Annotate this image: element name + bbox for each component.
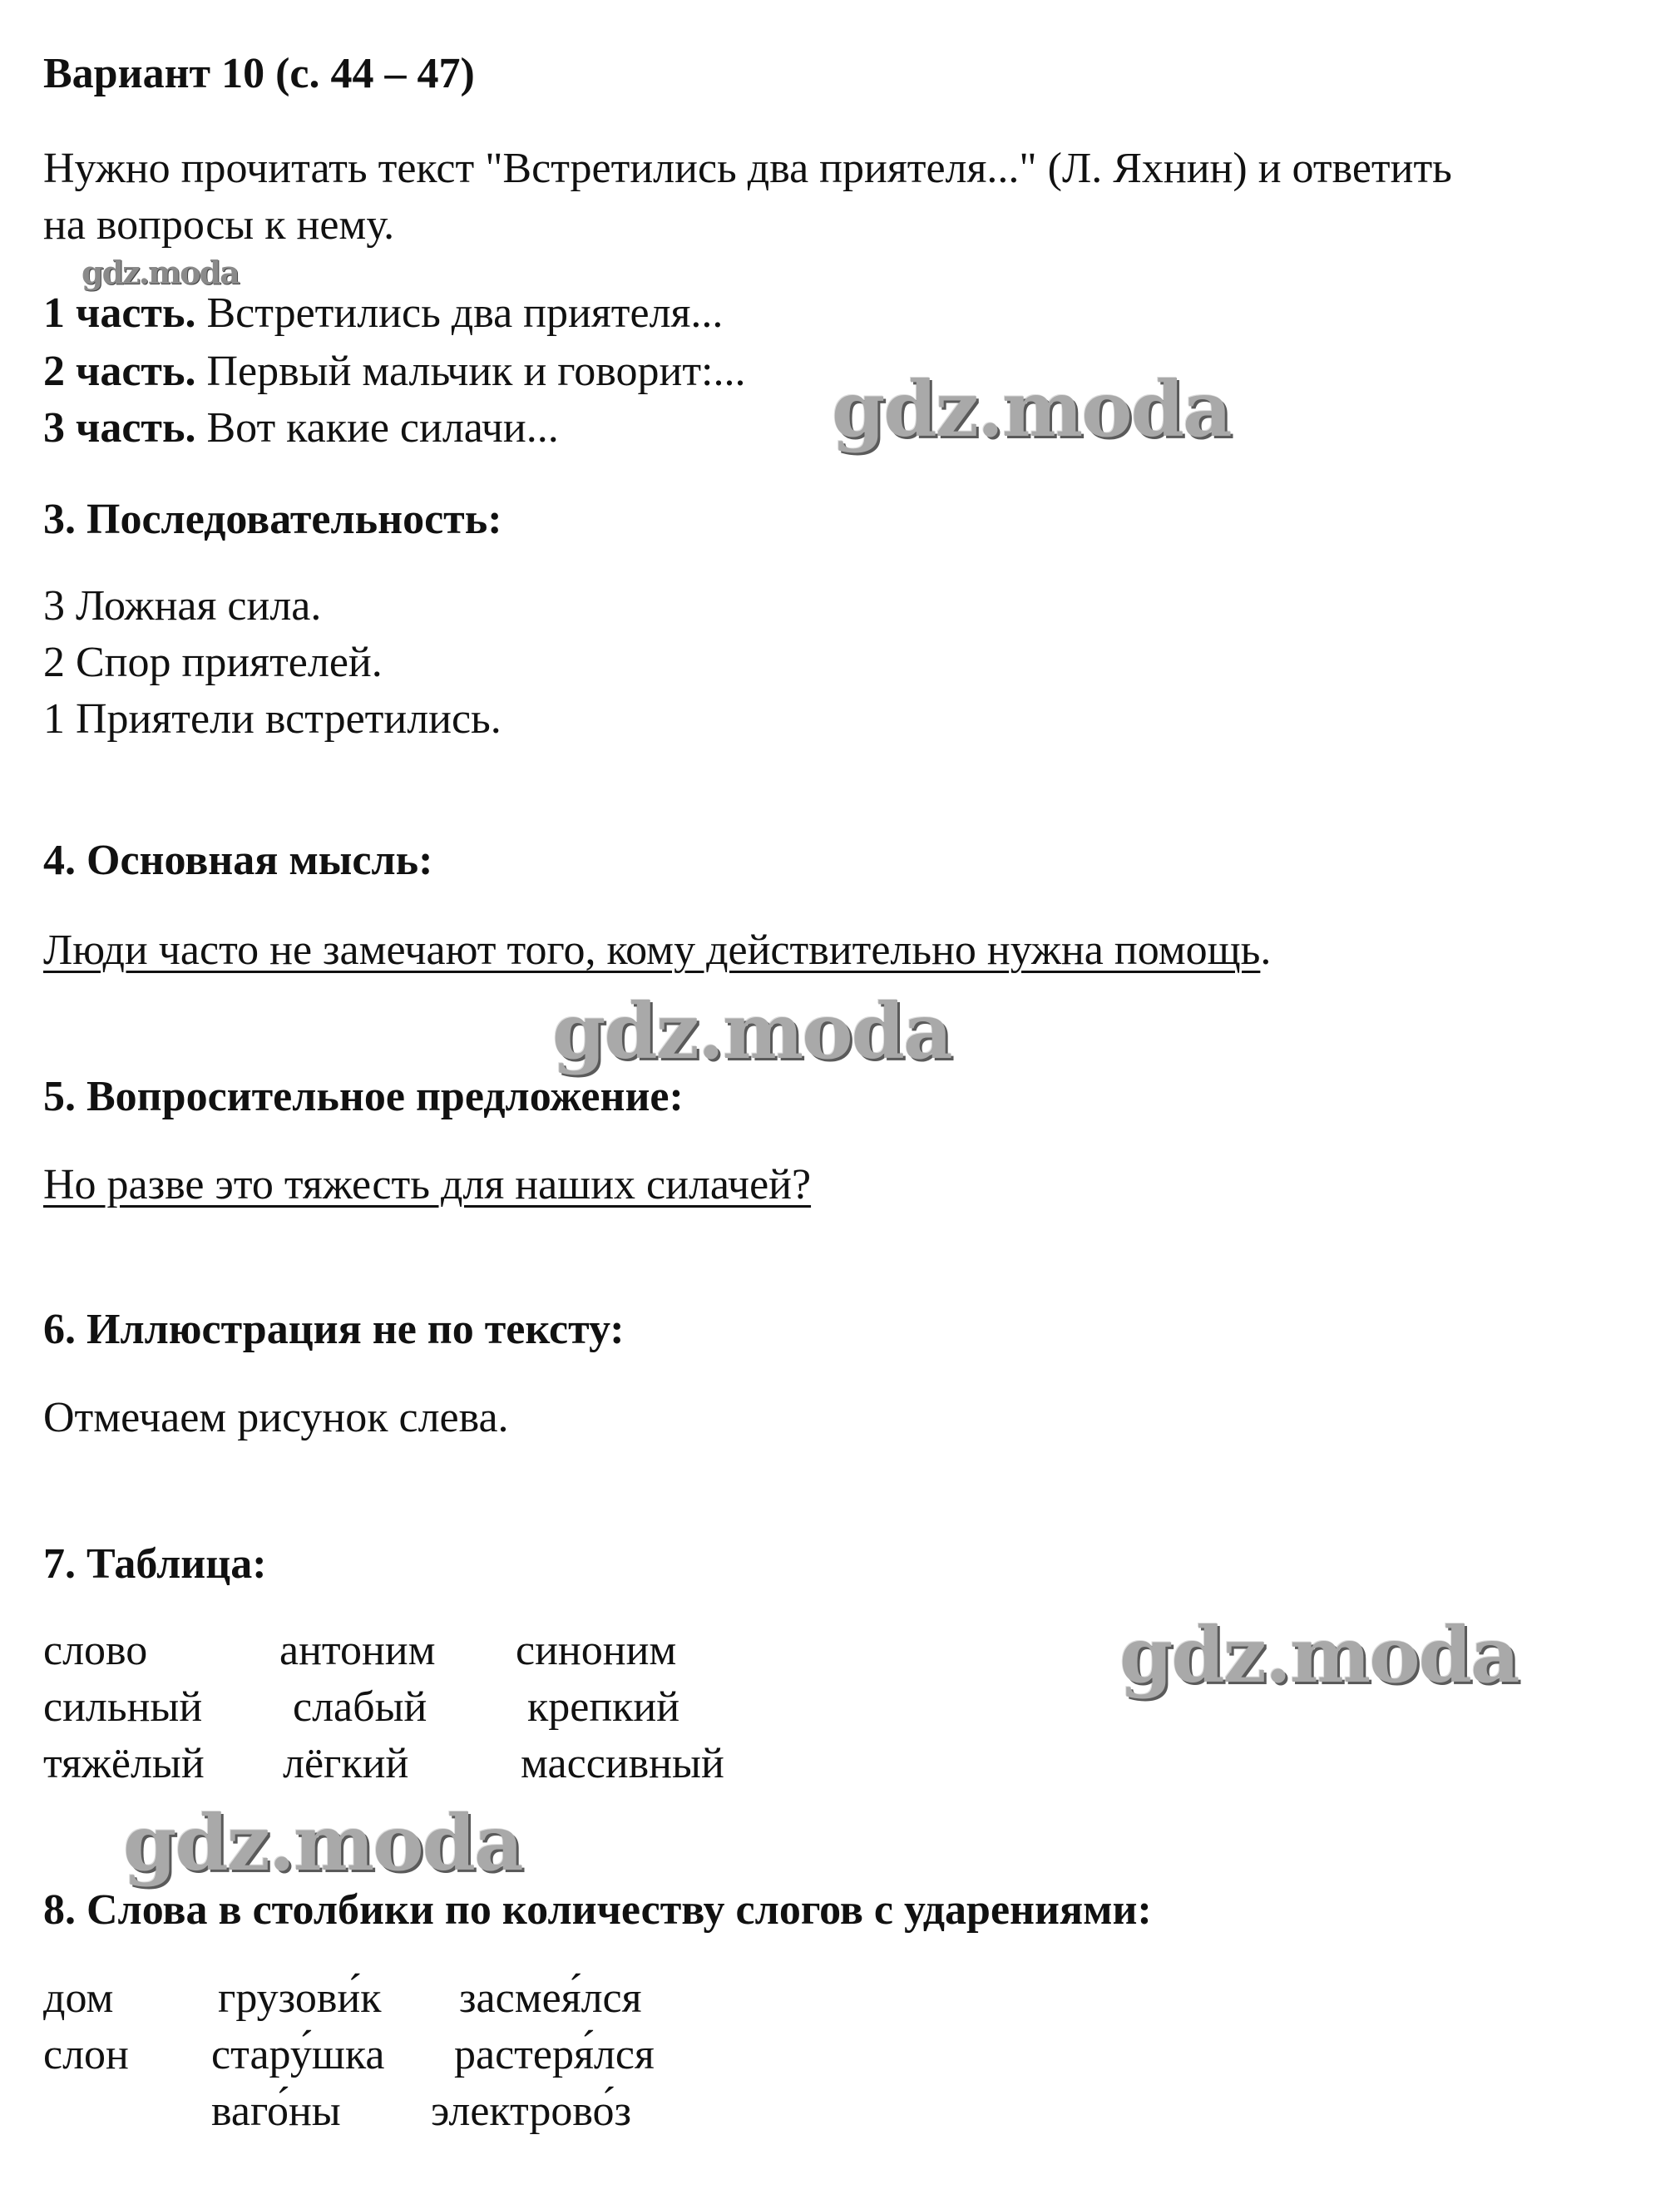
- table-cell: сильный: [43, 1683, 203, 1731]
- watermark-logo: gdz.moda: [552, 986, 951, 1076]
- table-cell: тяжёлый: [43, 1740, 205, 1787]
- table-cell: массивный: [521, 1740, 724, 1787]
- table-cell: слово: [43, 1627, 148, 1674]
- part-2: [43, 344, 746, 399]
- table-cell: лёгкий: [283, 1740, 409, 1787]
- syllable-word: грузови́к: [218, 1974, 382, 2022]
- syllable-word: стару́шка: [211, 2031, 385, 2078]
- illustration-answer: Отмечаем рисунок слева.: [43, 1394, 509, 1441]
- part-text: Первый мальчик и говорит:...: [195, 348, 746, 395]
- section-6-heading: 6. Иллюстрация не по тексту:: [43, 1306, 625, 1353]
- sequence-item: 3 Ложная сила.: [43, 582, 322, 630]
- section-3-heading: 3. Последовательность:: [43, 496, 502, 543]
- table-cell: слабый: [293, 1683, 427, 1731]
- part-label: 2 часть.: [43, 348, 196, 395]
- page-title: Вариант 10 (с. 44 – 47): [43, 50, 475, 97]
- part-text: Встретились два приятеля...: [195, 289, 724, 337]
- syllable-word: растеря́лся: [454, 2031, 655, 2078]
- syllable-word: электрово́з: [431, 2088, 632, 2135]
- watermark-logo: gdz.moda: [832, 364, 1231, 454]
- watermark-logo: gdz.moda: [123, 1798, 522, 1888]
- table-cell: синоним: [516, 1627, 677, 1674]
- part-text: Вот какие силачи...: [195, 404, 559, 452]
- section-8-heading: 8. Слова в столбики по количеству слогов с ударениями:: [43, 1886, 1152, 1934]
- watermark-logo: gdz.moda: [82, 254, 239, 291]
- section-7-heading: 7. Таблица:: [43, 1540, 267, 1588]
- intro-line-1: Нужно прочитать текст "Встретились два приятеля..." (Л. Яхнин) и ответить: [43, 145, 1452, 192]
- part-label: 1 часть.: [43, 289, 196, 337]
- section-4-heading: 4. Основная мысль:: [43, 837, 433, 884]
- watermark-logo: gdz.moda: [1119, 1610, 1519, 1700]
- sequence-item: 2 Спор приятелей.: [43, 639, 383, 686]
- table-cell: антоним: [279, 1627, 436, 1674]
- syllable-word: засмея́лся: [459, 1974, 642, 2022]
- intro-line-2: на вопросы к нему.: [43, 201, 395, 249]
- syllable-word: дом: [43, 1974, 114, 2022]
- sequence-item: 1 Приятели встретились.: [43, 695, 502, 743]
- syllable-word: слон: [43, 2031, 129, 2078]
- part-1: [43, 286, 723, 341]
- syllable-word: ваго́ны: [211, 2088, 341, 2135]
- question-sentence: Но разве это тяжесть для наших силачей?: [43, 1161, 812, 1208]
- main-idea-answer: [43, 923, 1271, 978]
- part-label: 3 часть.: [43, 404, 196, 452]
- main-idea-text: Люди часто не замечают того, кому действительно нужна помощь: [43, 927, 1261, 974]
- section-5-heading: 5. Вопросительное предложение:: [43, 1073, 684, 1120]
- table-cell: крепкий: [527, 1683, 680, 1731]
- part-3: [43, 401, 559, 456]
- main-idea-period: .: [1260, 927, 1272, 974]
